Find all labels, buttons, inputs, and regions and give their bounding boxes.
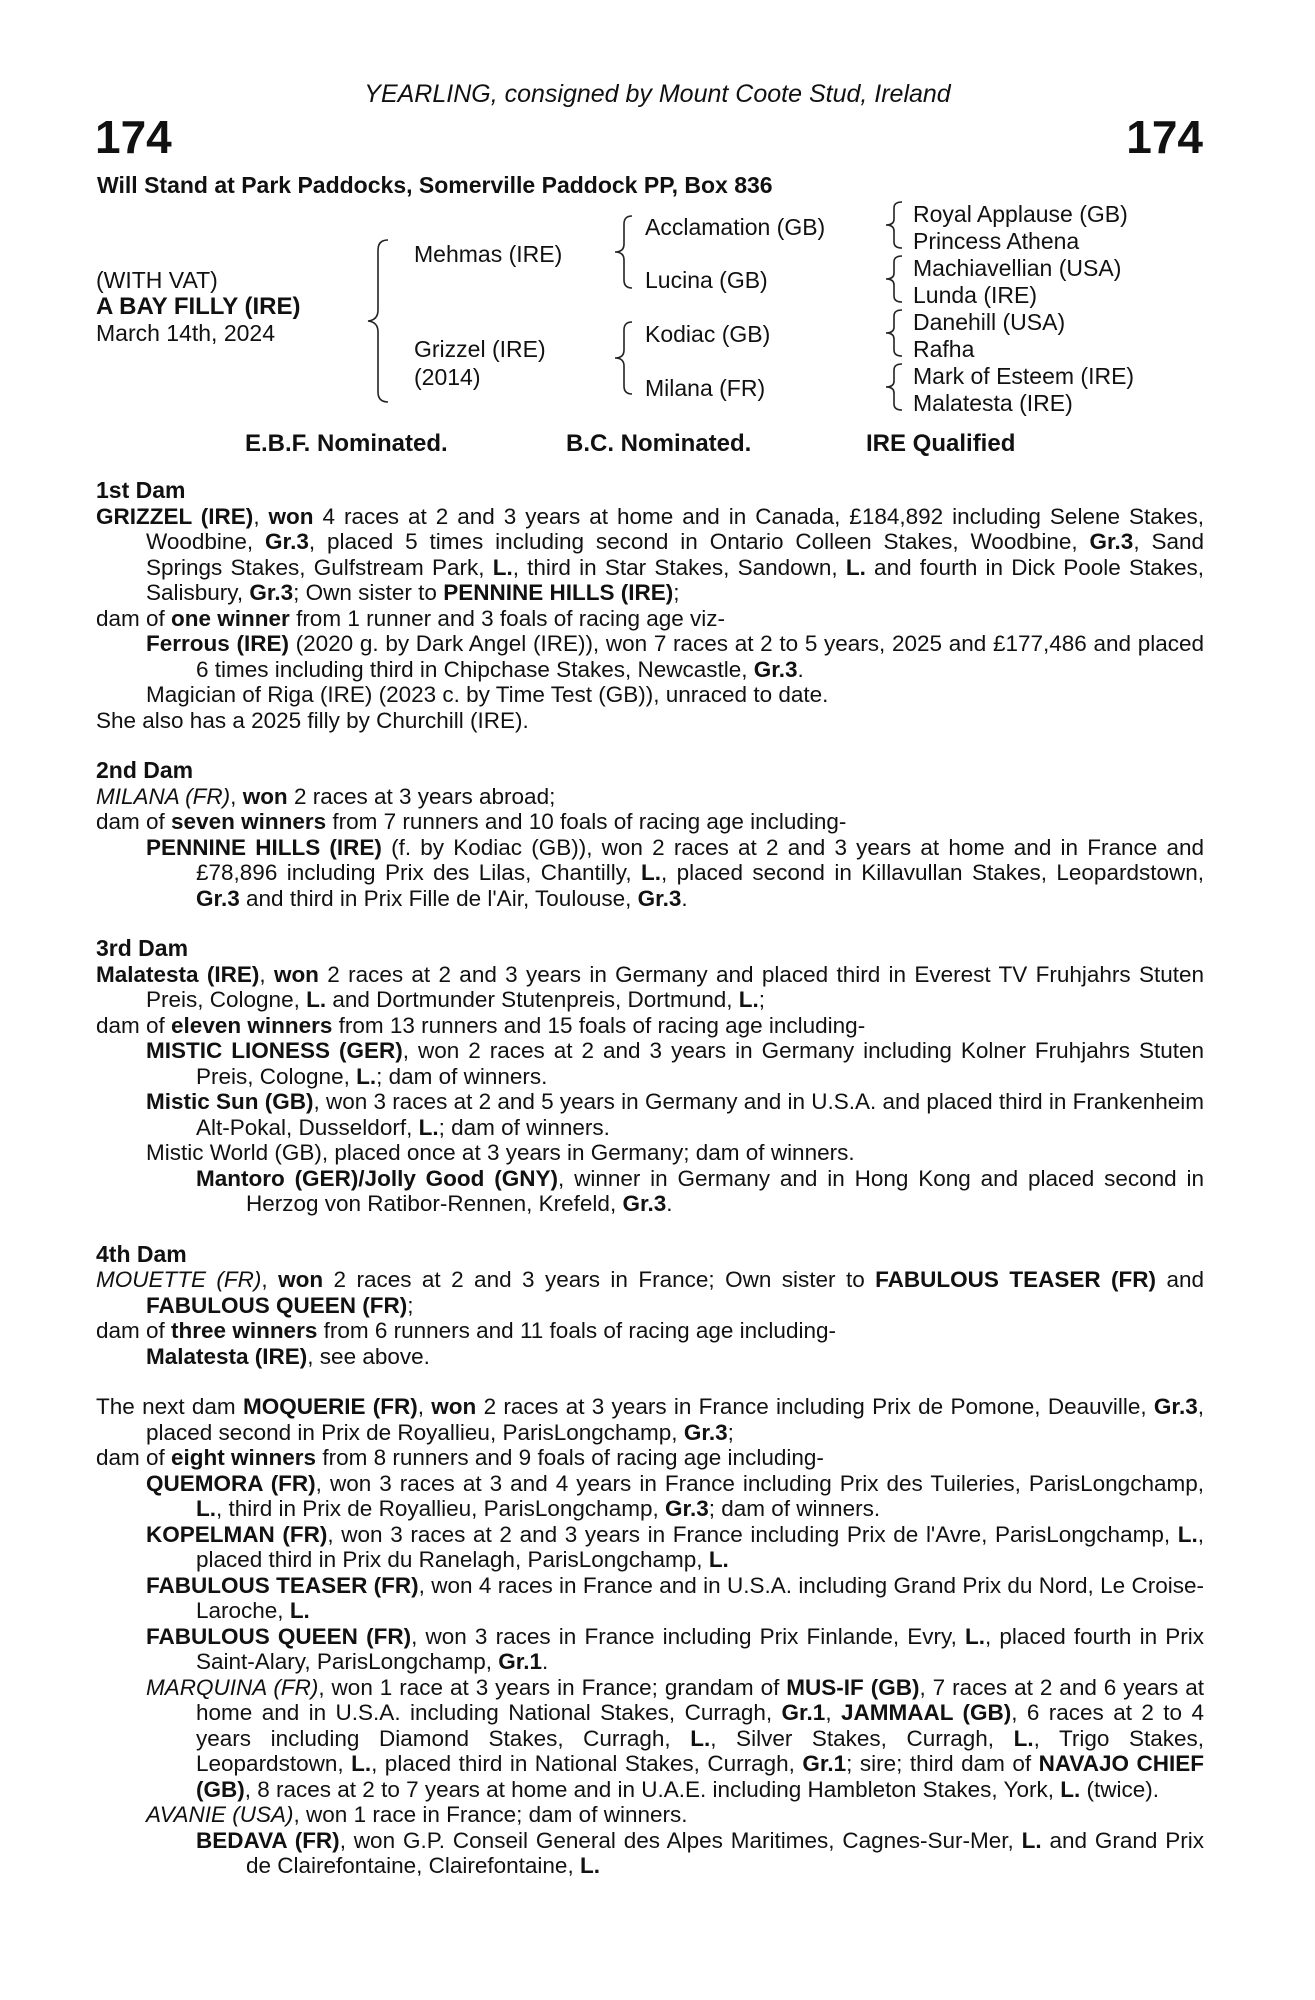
text-run: . — [666, 1191, 673, 1216]
bold-run: L. — [356, 1063, 377, 1089]
sire-sire: Acclamation (GB) — [645, 214, 826, 240]
section-heading: 2nd Dam — [96, 757, 194, 783]
bold-run: FABULOUS TEASER (FR) — [146, 1572, 419, 1598]
lot-name: A BAY FILLY (IRE) — [96, 293, 301, 320]
bold-run: three winners — [171, 1318, 318, 1343]
text-run: dam of — [96, 1445, 172, 1470]
bold-run: L. — [1177, 1521, 1198, 1547]
bold-run: L. — [492, 554, 513, 580]
dam3-record — [96, 962, 1204, 1013]
bold-run: L. — [1021, 1827, 1042, 1853]
text-run: , won 3 races at 2 and 5 years in Germany and in U.S.A. and placed third in Frankenheim Alt-Pokal, Dusseldorf, — [196, 1089, 1204, 1140]
section-heading: 3rd Dam — [96, 935, 189, 961]
italic-run: MILANA (FR) — [96, 783, 231, 809]
bold-run: Gr.3 — [622, 1191, 667, 1216]
g3-ancestor-4: Lunda (IRE) — [913, 282, 1038, 308]
section-heading: 1st Dam — [96, 477, 186, 503]
text-run: 4 races at 2 and 3 years at home and in Canada, £184,892 including Selene Stakes, Woodbine, — [146, 503, 1204, 554]
spacer — [96, 733, 1204, 758]
bold-run: Gr.3 — [637, 885, 682, 911]
catalogue-body — [96, 478, 1204, 1879]
text-run: , — [825, 1700, 841, 1725]
bold-run: FABULOUS TEASER (FR) — [875, 1267, 1157, 1292]
bold-run: L. — [306, 987, 327, 1012]
dam1-progeny-2 — [96, 682, 1204, 708]
bold-run: L. — [418, 1114, 439, 1140]
text-run: Mistic World (GB), placed once at 3 years in Germany; dam of winners. — [146, 1140, 855, 1165]
dam4-produce-summary — [96, 1318, 1204, 1344]
g3-ancestor-1: Royal Applause (GB) — [913, 201, 1128, 227]
text-run: ; Own sister to — [293, 580, 444, 605]
ire-qualified: IRE Qualified — [866, 430, 1016, 457]
bold-run: L. — [641, 860, 661, 885]
bold-run: seven winners — [171, 809, 327, 834]
dam3-grand-progeny-1 — [96, 1166, 1204, 1217]
text-run: , placed 5 times including second in Ontario Colleen Stakes, Woodbine, — [308, 529, 1090, 554]
bold-run: L. — [708, 1547, 729, 1572]
text-run: ; — [727, 1419, 734, 1445]
bold-run: Gr.1 — [498, 1649, 543, 1674]
text-run: , Trigo Stakes, Leopardstown, — [196, 1725, 1205, 1776]
text-run: , Sand Springs Stakes, Gulfstream Park, — [146, 529, 1204, 580]
bold-run: FABULOUS QUEEN (FR) — [146, 1292, 408, 1318]
dam1-progeny-1 — [96, 631, 1204, 682]
sire: Mehmas (IRE) — [414, 241, 563, 267]
spacer — [96, 911, 1204, 936]
next-dam-record — [96, 1394, 1204, 1445]
text-run: , 8 races at 2 to 7 years at home and in U.A.E. including Hambleton Stakes, York, — [244, 1776, 1061, 1802]
text-run: (twice). — [1080, 1776, 1159, 1802]
text-run: (2020 g. by Dark Angel (IRE)), won 7 races at 2 to 5 years, 2025 and £177,486 and placed 6 times including third in Chipchase Stakes, Newcastle, — [196, 631, 1205, 682]
text-run: , — [261, 1267, 279, 1292]
text-run: dam of — [96, 1318, 172, 1343]
next-dam-progeny-1 — [96, 1471, 1204, 1522]
dam4-progeny-1 — [96, 1344, 1204, 1370]
text-run: The next dam — [96, 1394, 243, 1419]
bold-run: won — [273, 961, 319, 987]
brace-g3-2 — [882, 254, 906, 304]
text-run: 2 races at 3 years in France including Prix de Pomone, Deauville, — [476, 1394, 1154, 1419]
bold-run: NAVAJO CHIEF (GB) — [196, 1751, 1204, 1802]
text-run: She also has a 2025 filly by Churchill (IRE). — [96, 707, 529, 733]
bold-run: L. — [1013, 1725, 1034, 1751]
text-run: ; dam of winners. — [438, 1114, 610, 1140]
bold-run: L. — [690, 1725, 711, 1751]
text-run: dam of — [96, 605, 172, 631]
bold-run: eleven winners — [171, 1012, 333, 1038]
text-run: from 6 runners and 11 foals of racing age including- — [317, 1318, 836, 1343]
text-run: , Silver Stakes, Curragh, — [710, 1725, 1014, 1751]
bold-run: Mistic Sun (GB) — [146, 1089, 314, 1114]
bold-run: FABULOUS QUEEN (FR) — [146, 1623, 412, 1649]
dam-year: (2014) — [414, 364, 481, 390]
italic-run: MOUETTE (FR) — [96, 1267, 262, 1292]
text-run: , winner in Germany and in Hong Kong and placed second in Herzog von Ratibor-Rennen, Krefeld, — [246, 1165, 1205, 1216]
bold-run: L. — [289, 1598, 310, 1623]
text-run: , — [253, 503, 269, 529]
dam3-progeny-2 — [96, 1089, 1204, 1140]
bold-run: L. — [738, 987, 759, 1012]
text-run: from 7 runners and 10 foals of racing age including- — [326, 809, 847, 834]
bold-run: PENNINE HILLS (IRE) — [443, 580, 674, 605]
bold-run: Ferrous (IRE) — [146, 631, 289, 656]
text-run: dam of — [96, 809, 172, 834]
dam-sire: Kodiac (GB) — [645, 321, 771, 347]
bold-run: MUS-IF (GB) — [786, 1674, 920, 1700]
next-dam-grand-progeny-1 — [96, 1828, 1204, 1879]
brace-dam — [610, 320, 636, 396]
text-run: , — [230, 783, 243, 809]
text-run: , see above. — [307, 1343, 430, 1369]
text-run: , third in Prix de Royallieu, ParisLongchamp, — [216, 1496, 665, 1521]
text-run: (f. by Kodiac (GB)), won 2 races at 2 and 3 years at home and in France and £78,896 including Prix des Lilas, Chantilly, — [196, 834, 1204, 885]
text-run: , won 2 races at 2 and 3 years in Germany including Kolner Fruhjahrs Stuten Preis, Cologne, — [196, 1038, 1205, 1089]
section-heading: 4th Dam — [96, 1240, 187, 1267]
bold-run: Malatesta (IRE) — [146, 1343, 308, 1369]
bold-run: MISTIC LIONESS (GER) — [146, 1038, 403, 1063]
bold-run: Gr.3 — [249, 580, 294, 605]
vat-note: (WITH VAT) — [96, 267, 218, 293]
text-run: and third in Prix Fille de l'Air, Toulouse, — [239, 885, 638, 911]
text-run: , — [259, 961, 274, 987]
dam1-produce-summary — [96, 606, 1204, 632]
text-run: from 1 runner and 3 foals of racing age viz- — [289, 605, 726, 631]
g3-ancestor-3: Machiavellian (USA) — [913, 255, 1122, 281]
text-run: from 13 runners and 15 foals of racing age including- — [332, 1012, 866, 1038]
bold-run: Gr.3 — [683, 1419, 728, 1445]
dam4-record — [96, 1267, 1204, 1318]
bold-run: Malatesta (IRE) — [96, 961, 260, 987]
text-run: . — [542, 1649, 549, 1674]
bold-run: won — [242, 783, 288, 809]
text-run: and Dortmunder Stutenpreis, Dortmund, — [326, 987, 739, 1012]
bold-run: L. — [351, 1751, 372, 1776]
text-run: , placed third in National Stakes, Curragh, — [371, 1751, 803, 1776]
bc-nomination: B.C. Nominated. — [566, 430, 752, 457]
bold-run: L. — [845, 554, 866, 580]
bold-run: L. — [579, 1853, 600, 1878]
bold-run: JAMMAAL (GB) — [840, 1700, 1012, 1725]
dam3-progeny-1 — [96, 1038, 1204, 1089]
bold-run: Gr.3 — [265, 529, 309, 554]
bold-run: PENNINE HILLS (IRE) — [146, 834, 382, 860]
text-run: , won 4 races in France and in U.S.A. including Grand Prix du Nord, Le Croise-Laroche, — [196, 1572, 1204, 1623]
bold-run: Gr.3 — [753, 656, 798, 682]
lot-number-left: 174 — [95, 111, 172, 163]
g3-ancestor-5: Danehill (USA) — [913, 309, 1066, 335]
brace-sire — [610, 214, 636, 290]
dam1-note — [96, 708, 1204, 734]
g3-ancestor-6: Rafha — [913, 336, 975, 362]
text-run: and — [1156, 1267, 1204, 1292]
text-run: ; — [758, 987, 766, 1012]
text-run: , won 3 races at 2 and 3 years in France including Prix de l'Avre, ParisLongchamp, — [327, 1521, 1178, 1547]
next-dam-produce-summary — [96, 1445, 1204, 1471]
bold-run: L. — [1060, 1776, 1081, 1802]
dam: Grizzel (IRE) — [414, 336, 546, 362]
text-run: , placed second in Killavullan Stakes, Leopardstown, — [661, 860, 1204, 885]
bold-run: MOQUERIE (FR) — [242, 1394, 418, 1419]
text-run: dam of — [96, 1012, 172, 1038]
brace-gen1 — [362, 238, 392, 404]
bold-run: won — [431, 1394, 477, 1419]
bold-run: Gr.3 — [196, 885, 240, 911]
text-run: ; dam of winners. — [376, 1063, 548, 1089]
text-run: , won 3 races in France including Prix Finlande, Evry, — [411, 1623, 965, 1649]
next-dam-progeny-4 — [96, 1624, 1204, 1675]
g3-ancestor-8: Malatesta (IRE) — [913, 390, 1073, 416]
bold-run: Gr.3 — [1153, 1394, 1198, 1419]
next-dam-progeny-5 — [96, 1675, 1204, 1803]
stabling-location: Will Stand at Park Paddocks, Somerville Paddock PP, Box 836 — [97, 172, 773, 198]
bold-run: one winner — [171, 605, 290, 631]
text-run: , won G.P. Conseil General des Alpes Maritimes, Cagnes-Sur-Mer, — [339, 1827, 1022, 1853]
dam3-progeny-3 — [96, 1140, 1204, 1166]
brace-g3-4 — [882, 362, 906, 412]
italic-run: AVANIE (USA) — [146, 1802, 294, 1827]
bold-run: Gr.3 — [1089, 529, 1134, 554]
text-run: and Grand Prix de Clairefontaine, Clairefontaine, — [246, 1827, 1204, 1878]
dam2-progeny-1 — [96, 835, 1204, 912]
brace-g3-1 — [882, 200, 906, 250]
text-run: , third in Star Stakes, Sandown, — [512, 554, 846, 580]
text-run: , 6 races at 2 to 4 years including Diamond Stakes, Curragh, — [196, 1700, 1204, 1751]
text-run: , placed second in Prix de Royallieu, ParisLongchamp, — [146, 1394, 1204, 1445]
text-run: , won 1 race at 3 years in France; grandam of — [318, 1674, 787, 1700]
text-run: , placed fourth in Prix Saint-Alary, ParisLongchamp, — [196, 1623, 1204, 1674]
bold-run: Gr.3 — [664, 1496, 709, 1521]
text-run: , — [417, 1394, 432, 1419]
bold-run: GRIZZEL (IRE) — [96, 503, 254, 529]
bold-run: Gr.1 — [781, 1700, 826, 1725]
lot-number-right: 174 — [1126, 111, 1203, 163]
dam-dam: Milana (FR) — [645, 375, 766, 401]
text-run: ; — [407, 1292, 414, 1318]
text-run: , 7 races at 2 and 6 years at home and in U.S.A. including National Stakes, Curragh, — [196, 1674, 1204, 1725]
bold-run: eight winners — [171, 1445, 317, 1470]
text-run: , won 1 race in France; dam of winners. — [293, 1802, 688, 1827]
dam2-record — [96, 784, 1204, 810]
bold-run: won — [278, 1267, 324, 1292]
next-dam-progeny-6 — [96, 1802, 1204, 1828]
italic-run: MARQUINA (FR) — [146, 1674, 319, 1700]
text-run: 2 races at 2 and 3 years in France; Own sister to — [323, 1267, 876, 1292]
foaling-date: March 14th, 2024 — [96, 320, 276, 346]
sire-dam: Lucina (GB) — [645, 267, 768, 293]
text-run: , placed third in Prix du Ranelagh, ParisLongchamp, — [196, 1521, 1204, 1572]
bold-run: KOPELMAN (FR) — [146, 1521, 328, 1547]
bold-run: QUEMORA (FR) — [146, 1470, 316, 1496]
g3-ancestor-2: Princess Athena — [913, 228, 1080, 254]
text-run: , won 3 races at 3 and 4 years in France including Prix des Tuileries, ParisLongchamp, — [315, 1470, 1204, 1496]
text-run: ; sire; third dam of — [846, 1751, 1039, 1776]
bold-run: won — [268, 503, 314, 529]
dam2-produce-summary — [96, 809, 1204, 835]
bold-run: L. — [965, 1623, 985, 1649]
dam1-record — [96, 504, 1204, 606]
text-run: 2 races at 2 and 3 years in Germany and placed third in Everest TV Fruhjahrs Stuten Preis, Cologne, — [146, 961, 1204, 1012]
bold-run: BEDAVA (FR) — [196, 1827, 340, 1853]
text-run: . — [797, 656, 804, 682]
text-run: . — [681, 885, 688, 911]
consignor-line: YEARLING, consigned by Mount Coote Stud, Ireland — [364, 80, 951, 108]
bold-run: L. — [196, 1496, 216, 1521]
bold-run: Mantoro (GER)/Jolly Good (GNY) — [196, 1165, 558, 1191]
ebf-nomination: E.B.F. Nominated. — [245, 430, 448, 457]
bold-run: Gr.1 — [802, 1751, 847, 1776]
text-run: from 8 runners and 9 foals of racing age including- — [316, 1445, 824, 1470]
text-run: ; dam of winners. — [708, 1496, 881, 1521]
dam3-produce-summary — [96, 1013, 1204, 1039]
next-dam-progeny-2 — [96, 1522, 1204, 1573]
text-run: ; — [673, 580, 680, 605]
spacer — [96, 1217, 1204, 1242]
text-run: 2 races at 3 years abroad; — [287, 783, 556, 809]
next-dam-progeny-3 — [96, 1573, 1204, 1624]
spacer — [96, 1369, 1204, 1394]
text-run: and fourth in Dick Poole Stakes, Salisbury, — [146, 554, 1204, 605]
brace-g3-3 — [882, 308, 906, 358]
g3-ancestor-7: Mark of Esteem (IRE) — [913, 363, 1135, 389]
text-run: Magician of Riga (IRE) (2023 c. by Time Test (GB)), unraced to date. — [146, 682, 829, 707]
